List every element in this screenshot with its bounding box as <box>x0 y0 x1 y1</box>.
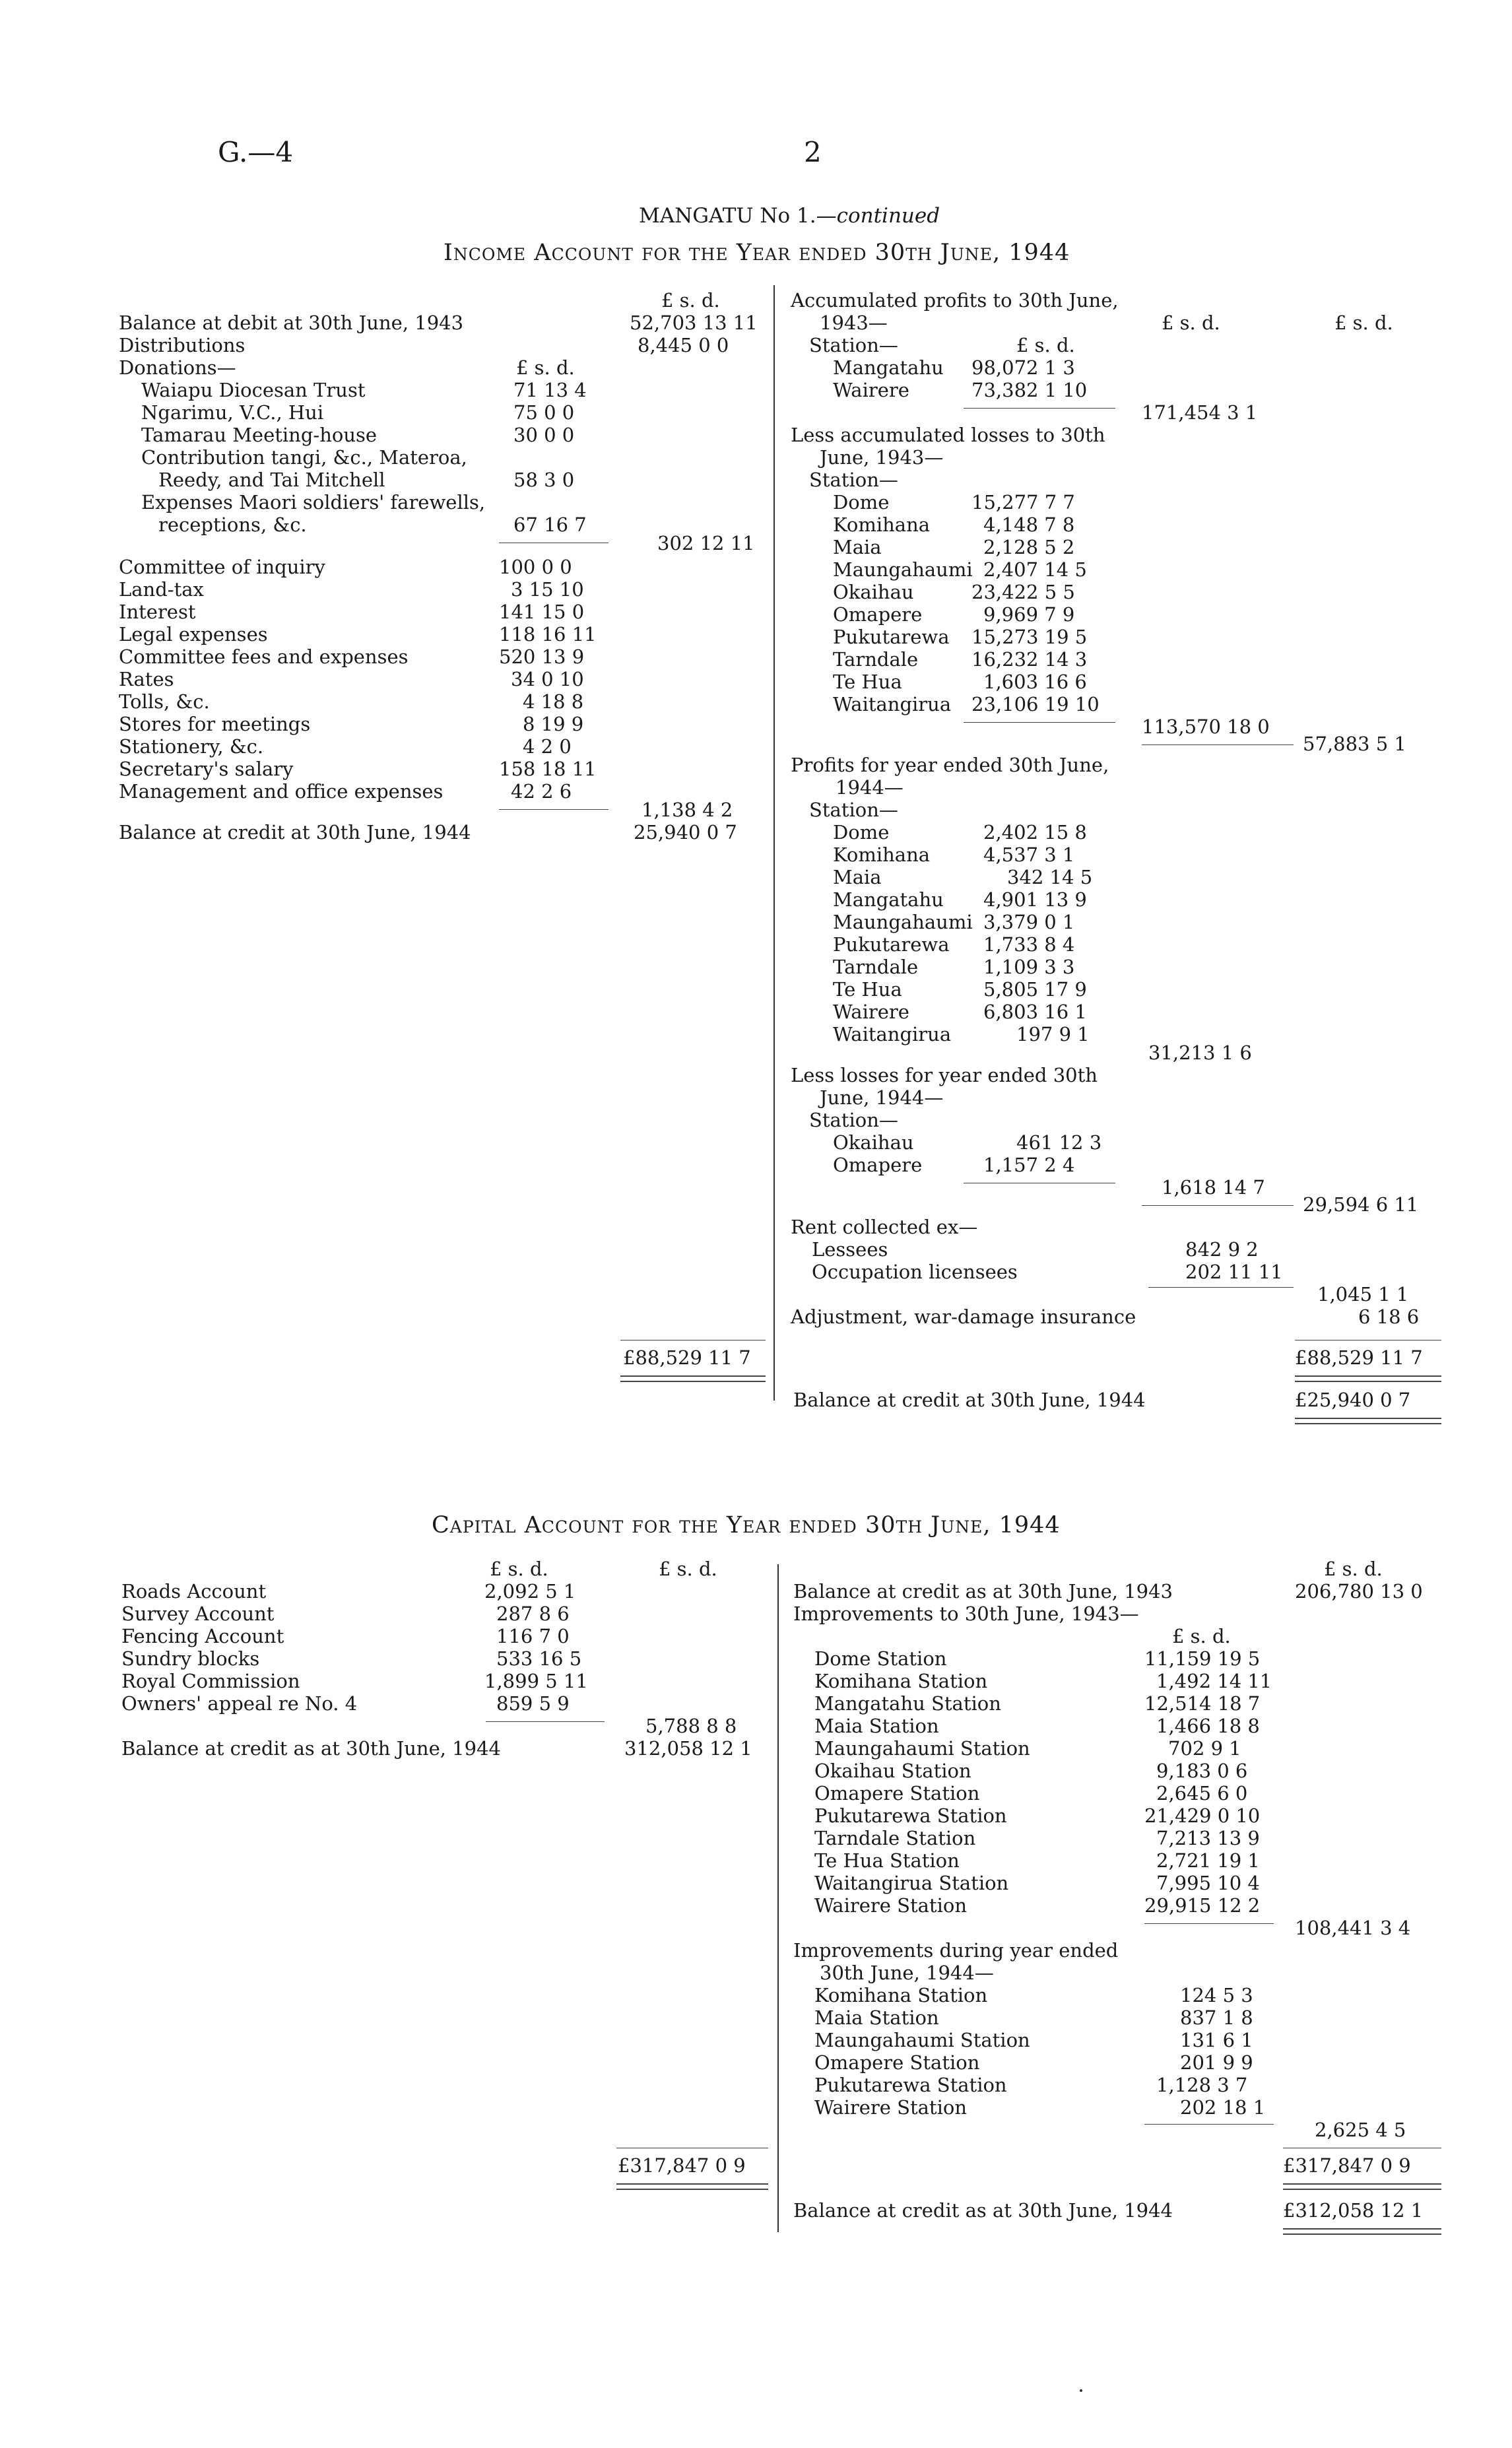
donations-total: 302 12 11 <box>657 532 755 554</box>
less-losses-label: Less accumulated losses to 30th <box>791 424 1105 446</box>
expense-label: Stationery, &c. <box>119 735 264 758</box>
donations-heading: Donations— <box>119 356 236 379</box>
year-improvement-station-value: 124 5 3 <box>1180 1984 1253 2006</box>
station-name: Pukutarewa <box>833 933 950 956</box>
station-value: 6,803 16 1 <box>983 1001 1087 1023</box>
distributions-label: Distributions <box>119 334 246 356</box>
balance-debit-1943-value: 52,703 13 11 <box>630 312 758 334</box>
station-name: Okaihau <box>833 581 914 603</box>
improvement-station-name: Pukutarewa Station <box>814 1804 1007 1827</box>
donation-value: 30 0 0 <box>513 424 575 446</box>
station-name: Omapere <box>833 603 923 626</box>
station-value: 1,109 3 3 <box>983 956 1075 978</box>
station-name: Waitangirua <box>833 693 952 715</box>
expense-label: Rates <box>119 668 174 690</box>
capital-left-col-head-2: £ s. d. <box>659 1558 717 1580</box>
expense-label: Management and office expenses <box>119 780 444 803</box>
improvement-station-name: Maungahaumi Station <box>814 1737 1030 1760</box>
year-improvement-station-name: Komihana Station <box>814 1984 988 2006</box>
station-name: Maia <box>833 866 882 888</box>
station-name: Komihana <box>833 513 931 536</box>
rent-lessees-label: Lessees <box>812 1238 888 1261</box>
capital-item-value: 116 7 0 <box>496 1625 570 1647</box>
rent-label: Rent collected ex— <box>791 1216 978 1238</box>
station-value: 4,901 13 9 <box>983 888 1087 911</box>
expense-value: 520 13 9 <box>499 645 585 668</box>
double-rule <box>1295 1418 1441 1419</box>
station-value: 4,148 7 8 <box>983 513 1075 536</box>
rule <box>1148 1287 1294 1288</box>
distributions-value: 8,445 0 0 <box>638 334 729 356</box>
station-value: 9,969 7 9 <box>983 603 1075 626</box>
station-name: Dome <box>833 491 890 513</box>
donation-value: 58 3 0 <box>513 469 575 491</box>
double-rule <box>1295 1423 1441 1424</box>
station-name: Mangatahu <box>833 356 944 379</box>
document-title: MANGATU No 1.—continued <box>639 204 940 228</box>
year-improvement-station-name: Omapere Station <box>814 2051 980 2074</box>
year-improvement-station-name: Maungahaumi Station <box>814 2029 1030 2051</box>
station-value: 16,232 14 3 <box>971 648 1088 671</box>
capital-item-value: 533 16 5 <box>496 1647 582 1670</box>
expenses-total: 1,138 4 2 <box>641 799 733 821</box>
year-improvement-station-value: 1,128 3 7 <box>1156 2074 1248 2096</box>
improvement-station-value: 2,645 6 0 <box>1156 1782 1248 1804</box>
capital-item-label: Owners' appeal re No. 4 <box>121 1692 358 1715</box>
donation-label: Expenses Maori soldiers' farewells, <box>141 491 486 513</box>
station-label: Station— <box>809 334 898 356</box>
improvement-station-name: Dome Station <box>814 1647 947 1670</box>
losses-total: 113,570 18 0 <box>1142 715 1270 738</box>
double-rule <box>616 2183 768 2185</box>
year-improvement-station-value: 202 18 1 <box>1180 2096 1266 2119</box>
expense-value: 100 0 0 <box>499 556 572 578</box>
expense-value: 34 0 10 <box>511 668 584 690</box>
income-closing-balance-label: Balance at credit at 30th June, 1944 <box>793 1389 1146 1411</box>
rule <box>499 809 608 810</box>
capital-balance-value: 312,058 12 1 <box>624 1737 752 1760</box>
station-col-head: £ s. d. <box>1016 334 1075 356</box>
capital-right-grand-total: £317,847 0 9 <box>1283 2154 1411 2177</box>
rent-occupation-value: 202 11 11 <box>1185 1261 1283 1283</box>
double-rule <box>1295 1375 1441 1377</box>
year-improvement-station-value: 201 9 9 <box>1180 2051 1253 2074</box>
station-name: Wairere <box>833 379 909 401</box>
improvement-station-name: Maia Station <box>814 1715 939 1737</box>
balance-credit-1944-value: 25,940 0 7 <box>634 821 737 844</box>
expense-label: Secretary's salary <box>119 758 294 780</box>
improvement-station-name: Te Hua Station <box>814 1849 960 1872</box>
donation-label: Waiapu Diocesan Trust <box>141 379 366 401</box>
station-value: 1,733 8 4 <box>983 933 1075 956</box>
station-name: Wairere <box>833 1001 909 1023</box>
capital-item-label: Sundry blocks <box>121 1647 260 1670</box>
capital-bal-1943-value: 206,780 13 0 <box>1295 1580 1423 1603</box>
capital-closing-balance-label: Balance at credit as at 30th June, 1944 <box>793 2199 1173 2222</box>
capital-item-value: 2,092 5 1 <box>484 1580 576 1603</box>
less-year-label: Less losses for year ended 30th <box>791 1064 1098 1086</box>
expense-label: Tolls, &c. <box>119 690 210 713</box>
improvement-station-value: 9,183 0 6 <box>1156 1760 1248 1782</box>
year-improvement-station-value: 131 6 1 <box>1180 2029 1253 2051</box>
capital-item-label: Fencing Account <box>121 1625 284 1647</box>
rent-lessees-value: 842 9 2 <box>1185 1238 1259 1261</box>
expense-label: Land-tax <box>119 578 204 601</box>
capital-left-col-head-1: £ s. d. <box>490 1558 548 1580</box>
improvement-station-name: Mangatahu Station <box>814 1692 1001 1715</box>
improvement-station-name: Wairere Station <box>814 1894 967 1917</box>
page-number: 2 <box>804 136 822 168</box>
capital-closing-balance-value: £312,058 12 1 <box>1283 2199 1424 2222</box>
double-rule <box>616 2189 768 2190</box>
year-improvement-station-value: 837 1 8 <box>1180 2006 1253 2029</box>
expense-label: Committee fees and expenses <box>119 645 409 668</box>
station-name: Omapere <box>833 1154 923 1176</box>
station-label: Station— <box>809 799 898 821</box>
station-value: 23,422 5 5 <box>971 581 1075 603</box>
improvements-year-total: 2,625 4 5 <box>1315 2119 1406 2141</box>
adjustment-value: 6 18 6 <box>1358 1306 1420 1328</box>
capital-items-total: 5,788 8 8 <box>645 1715 737 1737</box>
improvements-label: Improvements to 30th June, 1943— <box>793 1603 1139 1625</box>
capital-account-title: Capital Account for the Year ended 30th June, 1944 <box>432 1512 1061 1538</box>
year-improvement-station-name: Wairere Station <box>814 2096 967 2119</box>
accumulated-profits-label-cont: 1943— <box>820 312 888 334</box>
donation-label: Tamarau Meeting-house <box>141 424 378 446</box>
donation-value: 71 13 4 <box>513 379 587 401</box>
expense-value: 4 18 8 <box>523 690 584 713</box>
improvement-station-value: 11,159 19 5 <box>1144 1647 1261 1670</box>
station-value: 23,106 19 10 <box>971 693 1100 715</box>
balance-credit-1944-label: Balance at credit at 30th June, 1944 <box>119 821 471 844</box>
income-closing-balance-value: £25,940 0 7 <box>1295 1389 1411 1411</box>
income-right-col-head-2: £ s. d. <box>1334 312 1393 334</box>
station-value: 1,157 2 4 <box>983 1154 1075 1176</box>
station-label: Station— <box>809 469 898 491</box>
income-right-grand-total: £88,529 11 7 <box>1295 1346 1423 1369</box>
improvement-station-value: 1,466 18 8 <box>1156 1715 1260 1737</box>
year-loss-total: 1,618 14 7 <box>1162 1176 1265 1199</box>
income-divider <box>773 285 775 1401</box>
improvement-station-value: 12,514 18 7 <box>1144 1692 1261 1715</box>
income-account-title: Income Account for the Year ended 30th June, 1944 <box>444 240 1070 266</box>
rent-occupation-label: Occupation licensees <box>812 1261 1018 1283</box>
capital-divider <box>777 1564 779 2232</box>
less-year-label-cont: June, 1944— <box>820 1086 944 1109</box>
station-value: 197 9 1 <box>1016 1023 1090 1045</box>
expense-value: 3 15 10 <box>511 578 584 601</box>
profits-year-total: 31,213 1 6 <box>1148 1042 1252 1064</box>
station-name: Tarndale <box>833 648 919 671</box>
net-profit-year: 29,594 6 11 <box>1303 1193 1419 1216</box>
adjustment-label: Adjustment, war-damage insurance <box>791 1306 1136 1328</box>
expense-value: 141 15 0 <box>499 601 585 623</box>
report-code: G.—4 <box>218 136 294 168</box>
year-improvement-station-name: Maia Station <box>814 2006 939 2029</box>
expense-value: 118 16 11 <box>499 623 597 645</box>
improvement-station-name: Komihana Station <box>814 1670 988 1692</box>
station-value: 342 14 5 <box>1007 866 1093 888</box>
capital-left-grand-total: £317,847 0 9 <box>618 2154 746 2177</box>
capital-balance-label: Balance at credit as at 30th June, 1944 <box>121 1737 501 1760</box>
station-name: Maungahaumi <box>833 911 973 933</box>
station-value: 2,402 15 8 <box>983 821 1087 844</box>
double-rule <box>620 1381 766 1382</box>
improvement-station-name: Omapere Station <box>814 1782 980 1804</box>
station-value: 15,277 7 7 <box>971 491 1075 513</box>
improvement-station-value: 21,429 0 10 <box>1144 1804 1261 1827</box>
station-name: Maia <box>833 536 882 558</box>
improvement-station-value: 2,721 19 1 <box>1156 1849 1260 1872</box>
station-name: Tarndale <box>833 956 919 978</box>
station-name: Maungahaumi <box>833 558 973 581</box>
station-name: Pukutarewa <box>833 626 950 648</box>
station-name: Waitangirua <box>833 1023 952 1045</box>
rule <box>1144 1923 1274 1924</box>
year-improvement-station-name: Pukutarewa Station <box>814 2074 1007 2096</box>
improvement-station-value: 1,492 14 11 <box>1156 1670 1272 1692</box>
expense-label: Committee of inquiry <box>119 556 325 578</box>
capital-right-col-head: £ s. d. <box>1324 1558 1383 1580</box>
improvements-col-head: £ s. d. <box>1172 1625 1231 1647</box>
double-rule <box>1295 1381 1441 1382</box>
rent-total: 1,045 1 1 <box>1317 1283 1409 1306</box>
donation-label-cont: Reedy, and Tai Mitchell <box>158 469 385 491</box>
double-rule <box>620 1375 766 1377</box>
profits-year-label: Profits for year ended 30th June, <box>791 754 1109 776</box>
accumulated-profits-total: 171,454 3 1 <box>1142 401 1258 424</box>
station-value: 73,382 1 10 <box>971 379 1088 401</box>
accumulated-profits-label: Accumulated profits to 30th June, <box>791 289 1119 312</box>
capital-item-label: Survey Account <box>121 1603 275 1625</box>
expense-value: 8 19 9 <box>523 713 584 735</box>
station-name: Dome <box>833 821 890 844</box>
capital-item-value: 1,899 5 11 <box>484 1670 588 1692</box>
capital-item-label: Royal Commission <box>121 1670 300 1692</box>
donation-label-cont: receptions, &c. <box>158 513 307 536</box>
station-value: 5,805 17 9 <box>983 978 1087 1001</box>
capital-item-label: Roads Account <box>121 1580 267 1603</box>
income-left-col-head: £ s. d. <box>661 289 720 312</box>
expense-value: 4 2 0 <box>523 735 572 758</box>
rule <box>486 1721 605 1722</box>
rule <box>964 722 1115 723</box>
donations-col-head: £ s. d. <box>516 356 575 379</box>
station-name: Komihana <box>833 844 931 866</box>
expense-value: 42 2 6 <box>511 780 572 803</box>
station-name: Te Hua <box>833 978 902 1001</box>
donation-value: 75 0 0 <box>513 401 575 424</box>
station-name: Okaihau <box>833 1131 914 1154</box>
capital-bal-1943-label: Balance at credit as at 30th June, 1943 <box>793 1580 1173 1603</box>
improvement-station-value: 7,213 13 9 <box>1156 1827 1260 1849</box>
rule <box>964 408 1115 409</box>
rule <box>1144 2124 1274 2125</box>
station-value: 3,379 0 1 <box>983 911 1075 933</box>
double-rule <box>1283 2233 1441 2235</box>
improvement-station-name: Tarndale Station <box>814 1827 976 1849</box>
improvement-station-value: 29,915 12 2 <box>1144 1894 1261 1917</box>
station-name: Te Hua <box>833 671 902 693</box>
expense-label: Legal expenses <box>119 623 268 645</box>
improvements-year-label: Improvements during year ended <box>793 1939 1119 1962</box>
station-value: 15,273 19 5 <box>971 626 1088 648</box>
double-rule <box>1283 2228 1441 2230</box>
expense-label: Stores for meetings <box>119 713 311 735</box>
profits-year-label-cont: 1944— <box>836 776 904 799</box>
improvement-station-value: 702 9 1 <box>1168 1737 1241 1760</box>
station-value: 98,072 1 3 <box>971 356 1075 379</box>
capital-item-value: 287 8 6 <box>496 1603 570 1625</box>
expense-value: 158 18 11 <box>499 758 597 780</box>
station-value: 4,537 3 1 <box>983 844 1075 866</box>
station-value: 2,407 14 5 <box>983 558 1087 581</box>
capital-item-value: 859 5 9 <box>496 1692 570 1715</box>
donation-label: Ngarimu, V.C., Hui <box>141 401 324 424</box>
station-value: 2,128 5 2 <box>983 536 1075 558</box>
rule <box>1142 1205 1294 1206</box>
donation-label: Contribution tangi, &c., Materoa, <box>141 446 467 469</box>
less-losses-label-cont: June, 1943— <box>820 446 944 469</box>
improvements-total: 108,441 3 4 <box>1295 1917 1411 1939</box>
expense-label: Interest <box>119 601 196 623</box>
double-rule <box>1283 2189 1441 2190</box>
donation-value: 67 16 7 <box>513 513 587 536</box>
improvement-station-name: Waitangirua Station <box>814 1872 1009 1894</box>
station-value: 1,603 16 6 <box>983 671 1087 693</box>
station-label: Station— <box>809 1109 898 1131</box>
page-speck <box>1080 2389 1082 2392</box>
improvement-station-value: 7,995 10 4 <box>1156 1872 1260 1894</box>
station-name: Mangatahu <box>833 888 944 911</box>
improvements-year-label-cont: 30th June, 1944— <box>820 1962 994 1984</box>
income-right-col-head-1: £ s. d. <box>1162 312 1220 334</box>
double-rule <box>1283 2183 1441 2185</box>
station-value: 461 12 3 <box>1016 1131 1102 1154</box>
balance-debit-1943-label: Balance at debit at 30th June, 1943 <box>119 312 464 334</box>
net-profit-1943: 57,883 5 1 <box>1303 733 1406 755</box>
improvement-station-name: Okaihau Station <box>814 1760 971 1782</box>
income-left-grand-total: £88,529 11 7 <box>623 1346 751 1369</box>
rule <box>1142 744 1294 745</box>
